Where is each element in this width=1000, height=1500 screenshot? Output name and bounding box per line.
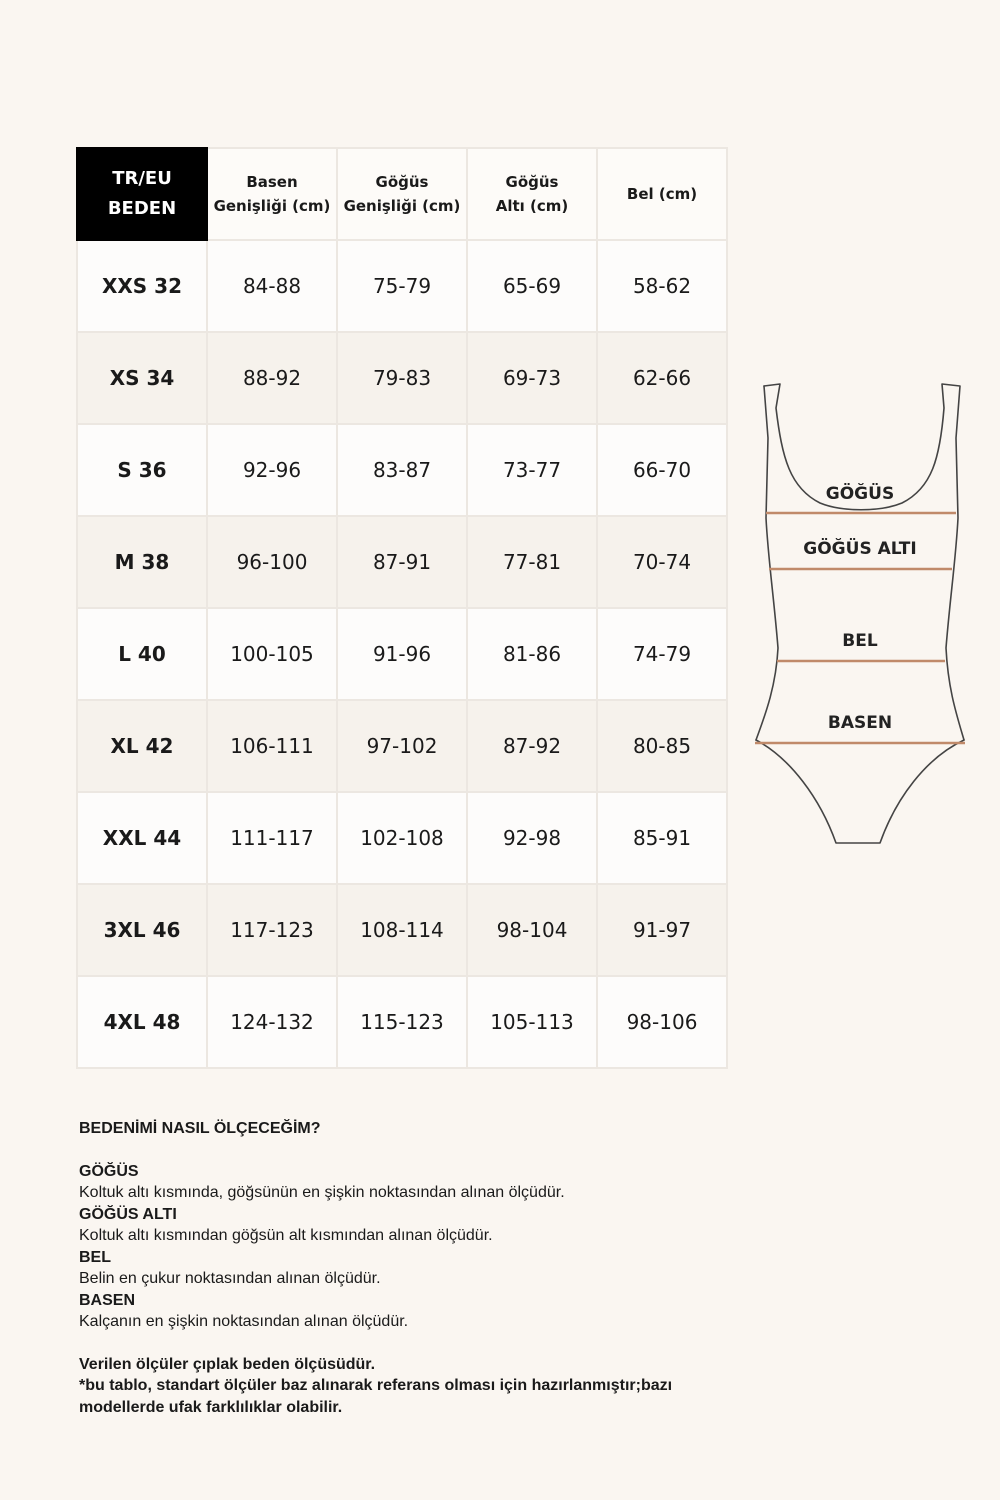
size-label-cell: XS 34 [77,332,207,424]
size-label-cell: XXL 44 [77,792,207,884]
measurement-cell: 84-88 [207,240,337,332]
measurement-cell: 87-92 [467,700,597,792]
size-label-cell: XXS 32 [77,240,207,332]
swimsuit-diagram [750,378,970,858]
measurement-cell: 105-113 [467,976,597,1068]
measurement-cell: 69-73 [467,332,597,424]
measurement-cell: 124-132 [207,976,337,1068]
guide-text: Koltuk altı kısmından göğsün alt kısmından alınan ölçüdür. [79,1227,493,1244]
measurement-cell: 85-91 [597,792,727,884]
diagram-label-gogus: GÖĞÜS [825,484,895,504]
guide-note-line-1: Verilen ölçüler çıplak beden ölçüsüdür. [79,1355,376,1373]
measurement-cell: 92-96 [207,424,337,516]
measurement-cell: 92-98 [467,792,597,884]
measurement-cell: 66-70 [597,424,727,516]
header-chest: Göğüs Genişliği (cm) [337,148,467,240]
guide-section-basen [79,1290,719,1333]
measurement-cell: 106-111 [207,700,337,792]
measurement-cell: 98-106 [597,976,727,1068]
table-row [77,240,727,332]
measurement-cell: 111-117 [207,792,337,884]
measurement-cell: 77-81 [467,516,597,608]
size-label-cell: S 36 [77,424,207,516]
header-hip: Basen Genişliği (cm) [207,148,337,240]
table-header-row [77,148,727,240]
measurement-cell: 73-77 [467,424,597,516]
measurement-cell: 74-79 [597,608,727,700]
measurement-cell: 91-96 [337,608,467,700]
table-row [77,884,727,976]
guide-text: Belin en çukur noktasından alınan ölçüdür. [79,1270,381,1287]
guide-note [79,1354,719,1419]
table-row [77,424,727,516]
measurement-cell: 96-100 [207,516,337,608]
measurement-cell: 115-123 [337,976,467,1068]
table-row [77,976,727,1068]
measurement-cell: 75-79 [337,240,467,332]
measurement-cell: 58-62 [597,240,727,332]
measurement-cell: 88-92 [207,332,337,424]
measurement-cell: 91-97 [597,884,727,976]
guide-section-gogus-alti [79,1204,719,1247]
measurement-cell: 97-102 [337,700,467,792]
guide-question: BEDENİMİ NASIL ÖLÇECEĞİM? [79,1120,321,1137]
guide-text: Koltuk altı kısmında, göğsünün en şişkin noktasından alınan ölçüdür. [79,1184,565,1201]
table-row [77,516,727,608]
measurement-cell: 65-69 [467,240,597,332]
diagram-label-gogus-alti: GÖĞÜS ALTI [803,539,917,559]
diagram-label-bel: BEL [842,631,878,651]
measurement-cell: 70-74 [597,516,727,608]
size-label-cell: 4XL 48 [77,976,207,1068]
size-label-cell: 3XL 46 [77,884,207,976]
guide-section-gogus [79,1161,719,1204]
measurement-cell: 108-114 [337,884,467,976]
guide-text: Kalçanın en şişkin noktasından alınan ölçüdür. [79,1313,409,1330]
header-waist: Bel (cm) [597,148,727,240]
diagram-label-basen: BASEN [827,713,893,733]
header-size: TR/EU BEDEN [77,148,207,240]
swimsuit-outline-icon [756,384,964,843]
measurement-cell: 100-105 [207,608,337,700]
table-row [77,700,727,792]
measurement-cell: 117-123 [207,884,337,976]
measurement-cell: 102-108 [337,792,467,884]
header-underbust: Göğüs Altı (cm) [467,148,597,240]
measurement-cell: 62-66 [597,332,727,424]
size-label-cell: L 40 [77,608,207,700]
size-chart-table [76,147,728,1069]
measurement-cell: 81-86 [467,608,597,700]
size-label-cell: XL 42 [77,700,207,792]
measurement-cell: 83-87 [337,424,467,516]
measurement-guide [79,1118,719,1418]
measurement-cell: 87-91 [337,516,467,608]
guide-title: BEL [79,1248,111,1266]
table-row [77,792,727,884]
guide-section-bel [79,1247,719,1290]
measurement-cell: 80-85 [597,700,727,792]
table-body [77,240,727,1068]
table-row [77,332,727,424]
guide-title: GÖĞÜS ALTI [79,1205,177,1223]
table-row [77,608,727,700]
guide-note-line-2: *bu tablo, standart ölçüler baz alınarak referans olması için hazırlanmıştır;bazı modellerde ufak farklılıklar olabilir. [79,1377,673,1416]
measurement-cell: 98-104 [467,884,597,976]
guide-title: GÖĞÜS [79,1162,139,1180]
guide-title: BASEN [79,1291,136,1309]
size-label-cell: M 38 [77,516,207,608]
measurement-cell: 79-83 [337,332,467,424]
